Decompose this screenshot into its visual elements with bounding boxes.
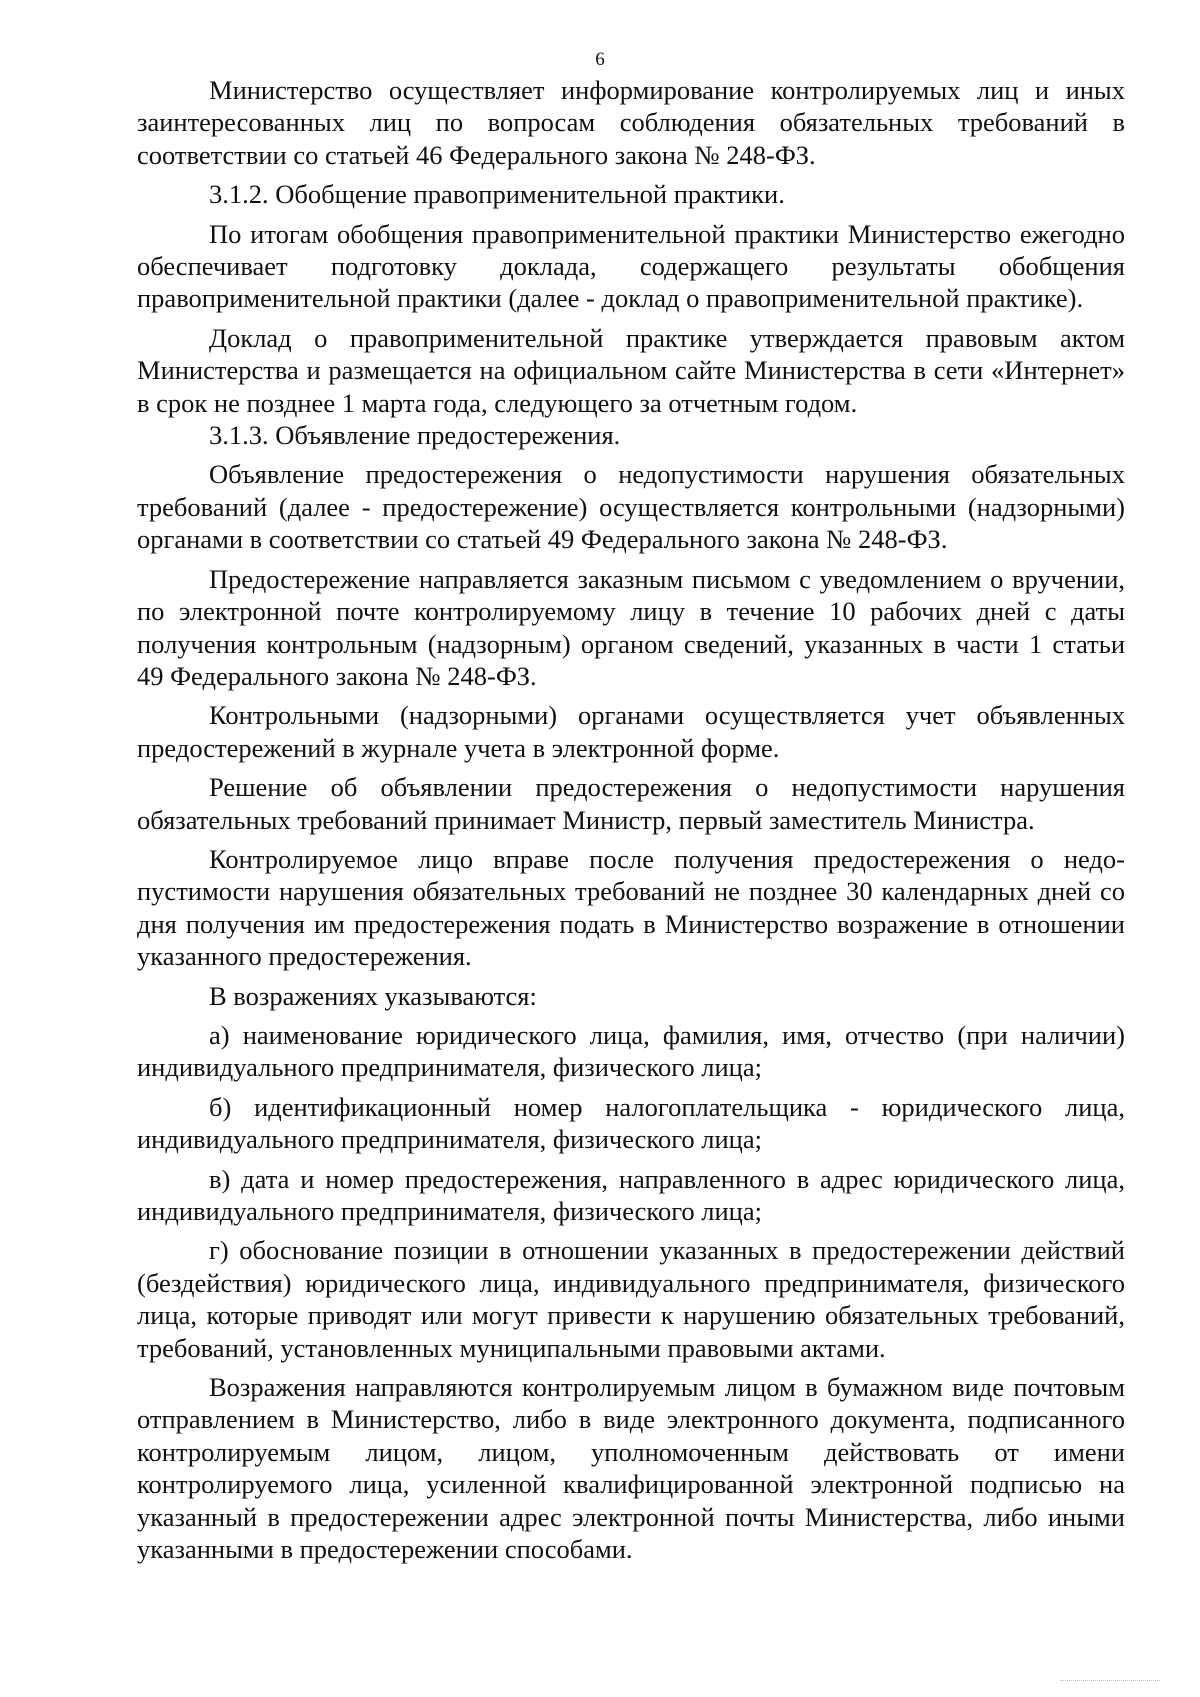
scan-artifact xyxy=(1060,1680,1160,1691)
paragraph-warning-decision: Решение об объявлении предостережения о недопустимости нарушения обязательных требований принимает Министр, первый заместитель Министра. xyxy=(137,772,1125,835)
paragraph-objection-right: Контролируемое лицо вправе после получения предостережения о недопустимости нарушения обязательных требований не позднее 30 календарных дней со дня получения им предостережения подать в Министерство возражение в отношении указанного предостережения. xyxy=(137,843,1125,972)
document-body xyxy=(137,74,1125,1565)
section-heading-3-1-3: 3.1.3. Объявление предостережения. xyxy=(209,420,621,451)
list-item-g: г) обоснование позиции в отношении указанных в предостережении действий (бездействия) юридического лица, индивидуального предпринимателя, физического лица, которые приводят или могут привести к нарушению обязательных требований, требований, установленных муниципальными правовыми актами. xyxy=(137,1235,1125,1363)
page-number: 6 xyxy=(595,49,605,70)
paragraph-annual-report: По итогам обобщения правоприменительной практики Министерство ежегодно обеспечивает подготовку доклада, содержащего результаты обобщения правоприменительной практики (далее - доклад о правоприменительной практике). xyxy=(137,218,1125,314)
list-item-a: а) наименование юридического лица, фамилия, имя, отчество (при наличии) индивидуального предпринимателя, физического лица; xyxy=(137,1019,1125,1083)
paragraph-report-approval: Доклад о правоприменительной практике утверждается правовым актом Министерства и размещается на официальном сайте Министерства в сети «Интернет» в срок не позднее 1 марта года, следующего за отчетным годом. xyxy=(137,322,1125,418)
paragraph-warning-delivery: Предостережение направляется заказным письмом с уведомлением о вручении, по электронной почте контролируемому лицу в течение 10 рабочих дней с даты получения контрольным (надзорным) органом сведений, указанных в части 1 статьи 49 Федерального закона № 248-ФЗ. xyxy=(137,563,1125,691)
paragraph-objection-contents-intro: В возражениях указываются: xyxy=(209,980,537,1011)
list-item-v: в) дата и номер предостережения, направленного в адрес юридического лица, индивидуального предпринимателя, физического лица; xyxy=(137,1163,1125,1226)
paragraph-warning-accounting: Контрольными (надзорными) органами осуществляется учет объявленных предостережений в журнале учета в электронной форме. xyxy=(137,700,1125,763)
section-heading-3-1-2: 3.1.2. Обобщение правоприменительной практики. xyxy=(209,179,785,210)
paragraph-objection-submission: Возражения направляются контролируемым лицом в бумажном виде почтовым отправлением в Министерство, либо в виде электронного документа, подписанного контролируемым лицом, лицом, уполномоченным действовать от имени контролируемого лица, усиленной квалифицированной электронной подписью на указанный в предостережении адрес электронной почты Министерства, либо иными указанными в предостережении способами. xyxy=(137,1372,1125,1565)
paragraph-warning-definition: Объявление предостережения о недопустимости нарушения обязательных требований (далее - предостережение) осуществляется контрольными (надзорными) органами в соответствии со статьей 49 Федерального закона № 248-ФЗ. xyxy=(137,459,1125,555)
list-item-b: б) идентификационный номер налогоплательщика - юридического лица, индивидуального предпринимателя, физического лица; xyxy=(137,1091,1125,1155)
paragraph-informing: Министерство осуществляет информирование контролируемых лиц и иных заинтересованных лиц по вопросам соблюдения обязательных требований в соответствии со статьей 46 Федерального закона № 248-ФЗ. xyxy=(137,75,1125,170)
